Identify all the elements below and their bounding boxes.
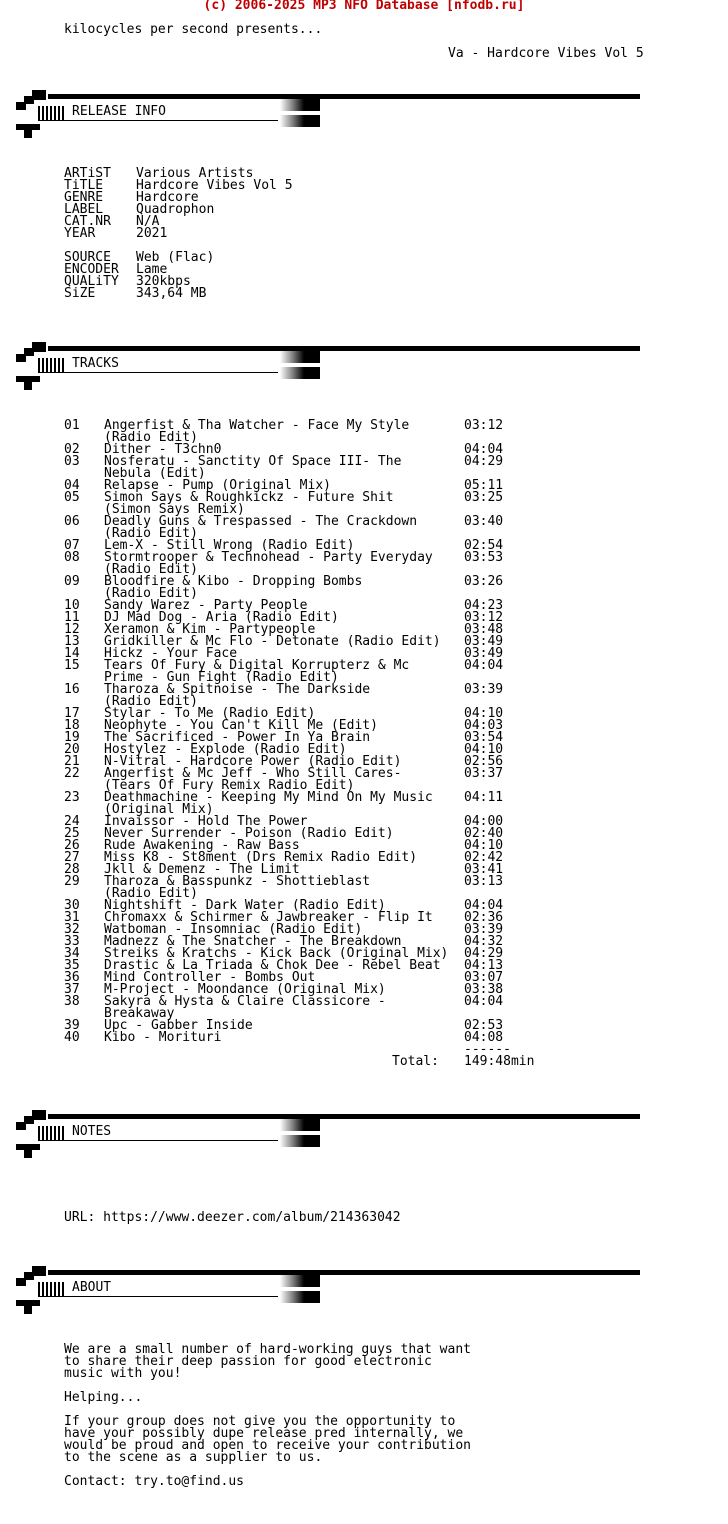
track-title: (Radio Edit) [104, 886, 198, 901]
track-number: 10 [64, 598, 80, 613]
track-title: Mind Controller - Bombs Out [104, 970, 316, 985]
release-title: Va - Hardcore Vibes Vol 5 [448, 46, 644, 61]
track-title: Xeramon & Kim - Partypeople [104, 622, 316, 637]
track-number: 09 [64, 574, 80, 589]
track-time: 02:36 [464, 910, 504, 925]
dither-icon [38, 1126, 66, 1140]
track-number: 14 [64, 646, 80, 661]
track-title: (Tears Of Fury Remix Radio Edit) [104, 778, 355, 793]
track-time: 05:11 [464, 478, 504, 493]
track-time: 04:04 [464, 658, 504, 673]
track-title: (Radio Edit) [104, 694, 198, 709]
track-title: Drastic & La Triada & Chok Dee - Rebel Beat [104, 958, 441, 973]
track-number: 34 [64, 946, 80, 961]
track-time: 03:48 [464, 622, 504, 637]
track-title: Lem-X - Still Wrong (Radio Edit) [104, 538, 355, 553]
track-title: Kibo - Morituri [104, 1030, 222, 1045]
track-title: Hostylez - Explode (Radio Edit) [104, 742, 347, 757]
track-title: (Radio Edit) [104, 526, 198, 541]
info-value: 320kbps [136, 274, 191, 289]
section-header-about [8, 1262, 638, 1312]
info-value: Various Artists [136, 166, 254, 181]
track-number: 15 [64, 658, 80, 673]
track-number: 18 [64, 718, 80, 733]
track-time: 04:29 [464, 946, 504, 961]
track-title: Bloodfire & Kibo - Dropping Bombs [104, 574, 363, 589]
track-title: Neophyte - You Can't Kill Me (Edit) [104, 718, 378, 733]
track-title: Prime - Gun Fight (Radio Edit) [104, 670, 339, 685]
track-number: 01 [64, 418, 80, 433]
info-key: CAT.NR [64, 214, 111, 229]
track-number: 12 [64, 622, 80, 637]
info-key: YEAR [64, 226, 96, 241]
track-row [0, 876, 728, 900]
track-title: (Simon Says Remix) [104, 502, 245, 517]
track-title: Tharoza & Basspunkz - Shottieblast [104, 874, 371, 889]
track-number: 19 [64, 730, 80, 745]
section-header-release-info [8, 86, 638, 136]
track-time: 03:41 [464, 862, 504, 877]
track-row [0, 576, 728, 600]
track-time: 03:53 [464, 550, 504, 565]
track-time: 03:40 [464, 514, 504, 529]
track-number: 30 [64, 898, 80, 913]
track-title: Angerfist & Mc Jeff - Who Still Cares- [104, 766, 402, 781]
track-title: Dither - T3chn0 [104, 442, 222, 457]
track-title: Nightshift - Dark Water (Radio Edit) [104, 898, 386, 913]
track-time: 02:42 [464, 850, 504, 865]
track-number: 27 [64, 850, 80, 865]
track-number: 33 [64, 934, 80, 949]
track-title: DJ Mad Dog - Aria (Radio Edit) [104, 610, 339, 625]
info-value: N/A [136, 214, 160, 229]
track-title: (Radio Edit) [104, 586, 198, 601]
track-time: 03:13 [464, 874, 504, 889]
section-title: NOTES [72, 1124, 112, 1139]
track-time: 03:26 [464, 574, 504, 589]
section-header-notes [8, 1106, 638, 1156]
info-value: Hardcore Vibes Vol 5 [136, 178, 293, 193]
about-line: We are a small number of hard-working guys that want [64, 1342, 471, 1357]
track-title: Nosferatu - Sanctity Of Space III- The [104, 454, 402, 469]
track-time: 03:25 [464, 490, 504, 505]
track-time: 03:39 [464, 922, 504, 937]
track-title: (Radio Edit) [104, 430, 198, 445]
track-title: Stylar - To Me (Radio Edit) [104, 706, 316, 721]
track-number: 05 [64, 490, 80, 505]
track-time: 04:13 [464, 958, 504, 973]
track-row [0, 684, 728, 708]
track-number: 08 [64, 550, 80, 565]
track-number: 31 [64, 910, 80, 925]
track-title: Madnezz & The Snatcher - The Breakdown [104, 934, 402, 949]
track-time: 04:04 [464, 442, 504, 457]
track-time: 02:53 [464, 1018, 504, 1033]
dither-icon [38, 1282, 66, 1296]
info-key: QUALiTY [64, 274, 119, 289]
total-time: 149:48min [464, 1054, 535, 1069]
track-time: 04:04 [464, 898, 504, 913]
track-time: 03:54 [464, 730, 504, 745]
about-line: would be proud and open to receive your contribution [64, 1438, 471, 1453]
track-time: 03:39 [464, 682, 504, 697]
track-title: Simon Says & Roughkickz - Future Shit [104, 490, 394, 505]
track-title: Sakyra & Hysta & Claire Classicore - [104, 994, 386, 1009]
track-row [0, 516, 728, 540]
notes-url: URL: https://www.deezer.com/album/214363042 [64, 1210, 401, 1225]
track-row [0, 660, 728, 684]
presents-line: kilocycles per second presents... [64, 22, 323, 37]
total-label: Total: [392, 1054, 439, 1069]
track-number: 37 [64, 982, 80, 997]
track-time: 04:29 [464, 454, 504, 469]
info-value: Lame [136, 262, 168, 277]
track-number: 36 [64, 970, 80, 985]
info-key: ENCODER [64, 262, 119, 277]
track-title: Tears Of Fury & Digital Korrupterz & Mc [104, 658, 410, 673]
track-time: 03:12 [464, 418, 504, 433]
track-title: The Sacrificed - Power In Ya Brain [104, 730, 371, 745]
track-title: Nebula (Edit) [104, 466, 206, 481]
info-key: SOURCE [64, 250, 111, 265]
info-value: 343,64 MB [136, 286, 207, 301]
track-number: 38 [64, 994, 80, 1009]
track-time: 04:10 [464, 706, 504, 721]
track-title: Upc - Gabber Inside [104, 1018, 253, 1033]
track-time: 03:07 [464, 970, 504, 985]
track-time: 03:49 [464, 634, 504, 649]
track-number: 06 [64, 514, 80, 529]
track-title: Streiks & Kratchs - Kick Back (Original Mix) [104, 946, 449, 961]
track-title: Relapse - Pump (Original Mix) [104, 478, 331, 493]
track-number: 32 [64, 922, 80, 937]
track-time: 04:11 [464, 790, 504, 805]
about-line: Contact: try.to@find.us [64, 1474, 245, 1489]
about-line: to share their deep passion for good electronic [64, 1354, 432, 1369]
section-header-tracks [8, 338, 638, 388]
track-title: Tharoza & Spitnoise - The Darkside [104, 682, 371, 697]
track-time: 02:54 [464, 538, 504, 553]
track-number: 24 [64, 814, 80, 829]
track-number: 29 [64, 874, 80, 889]
about-line: If your group does not give you the opportunity to [64, 1414, 456, 1429]
track-title: Invaissor - Hold The Power [104, 814, 308, 829]
info-value: 2021 [136, 226, 168, 241]
about-line: music with you! [64, 1366, 182, 1381]
about-line: have your possibly dupe release pred internally, we [64, 1426, 464, 1441]
track-title: Jkll & Demenz - The Limit [104, 862, 300, 877]
track-title: Never Surrender - Poison (Radio Edit) [104, 826, 394, 841]
track-number: 07 [64, 538, 80, 553]
track-time: 04:04 [464, 994, 504, 1009]
track-row [0, 492, 728, 516]
track-number: 39 [64, 1018, 80, 1033]
track-time: 04:08 [464, 1030, 504, 1045]
info-value: Web (Flac) [136, 250, 215, 265]
info-key: GENRE [64, 190, 104, 205]
track-number: 25 [64, 826, 80, 841]
track-title: Deadly Guns & Trespassed - The Crackdown [104, 514, 418, 529]
info-key: LABEL [64, 202, 104, 217]
track-title: Rude Awakening - Raw Bass [104, 838, 300, 853]
track-title: Breakaway [104, 1006, 175, 1021]
track-number: 28 [64, 862, 80, 877]
track-row [0, 792, 728, 816]
track-number: 13 [64, 634, 80, 649]
track-title: Hickz - Your Face [104, 646, 238, 661]
track-number: 03 [64, 454, 80, 469]
track-time: 04:32 [464, 934, 504, 949]
track-number: 35 [64, 958, 80, 973]
track-number: 20 [64, 742, 80, 757]
section-title: ABOUT [72, 1280, 112, 1295]
track-title: M-Project - Moondance (Original Mix) [104, 982, 386, 997]
track-number: 04 [64, 478, 80, 493]
track-number: 23 [64, 790, 80, 805]
track-title: (Original Mix) [104, 802, 214, 817]
track-row [0, 996, 728, 1020]
track-row [0, 420, 728, 444]
track-time: 02:40 [464, 826, 504, 841]
track-row [0, 552, 728, 576]
info-key: ARTiST [64, 166, 111, 181]
track-time: 04:10 [464, 742, 504, 757]
track-number: 16 [64, 682, 80, 697]
track-number: 11 [64, 610, 80, 625]
track-time: 03:12 [464, 610, 504, 625]
track-title: (Radio Edit) [104, 562, 198, 577]
track-time: 04:10 [464, 838, 504, 853]
track-time: 04:03 [464, 718, 504, 733]
section-title: RELEASE INFO [72, 104, 166, 119]
track-title: Miss K8 - St8ment (Drs Remix Radio Edit) [104, 850, 418, 865]
track-time: 04:23 [464, 598, 504, 613]
track-time: 03:37 [464, 766, 504, 781]
track-title: Chromaxx & Schirmer & Jawbreaker - Flip It [104, 910, 433, 925]
track-title: Sandy Warez - Party People [104, 598, 308, 613]
track-row [0, 768, 728, 792]
track-title: Deathmachine - Keeping My Mind On My Music [104, 790, 433, 805]
about-line: Helping... [64, 1390, 143, 1405]
track-time: 03:38 [464, 982, 504, 997]
info-value: Hardcore [136, 190, 199, 205]
track-title: Stormtrooper & Technohead - Party Everyday [104, 550, 433, 565]
dither-icon [38, 106, 66, 120]
total-block [0, 1044, 728, 1068]
info-key: SiZE [64, 286, 96, 301]
track-title: Watboman - Insomniac (Radio Edit) [104, 922, 363, 937]
track-time: 03:49 [464, 646, 504, 661]
dither-icon [38, 358, 66, 372]
info-value: Quadrophon [136, 202, 215, 217]
track-number: 02 [64, 442, 80, 457]
track-number: 26 [64, 838, 80, 853]
total-separator: ------ [464, 1042, 511, 1057]
track-number: 22 [64, 766, 80, 781]
track-title: Gridkiller & Mc Flo - Detonate (Radio Edit) [104, 634, 441, 649]
section-title: TRACKS [72, 356, 119, 371]
track-number: 17 [64, 706, 80, 721]
about-line: to the scene as a supplier to us. [64, 1450, 323, 1465]
copyright-banner: (c) 2006-2025 MP3 NFO Database [nfodb.ru] [203, 0, 525, 13]
track-title: N-Vitral - Hardcore Power (Radio Edit) [104, 754, 402, 769]
track-time: 02:56 [464, 754, 504, 769]
track-row [0, 1032, 728, 1044]
track-time: 04:00 [464, 814, 504, 829]
track-title: Angerfist & Tha Watcher - Face My Style [104, 418, 410, 433]
track-number: 40 [64, 1030, 80, 1045]
info-key: TiTLE [64, 178, 104, 193]
track-row [0, 456, 728, 480]
track-number: 21 [64, 754, 80, 769]
